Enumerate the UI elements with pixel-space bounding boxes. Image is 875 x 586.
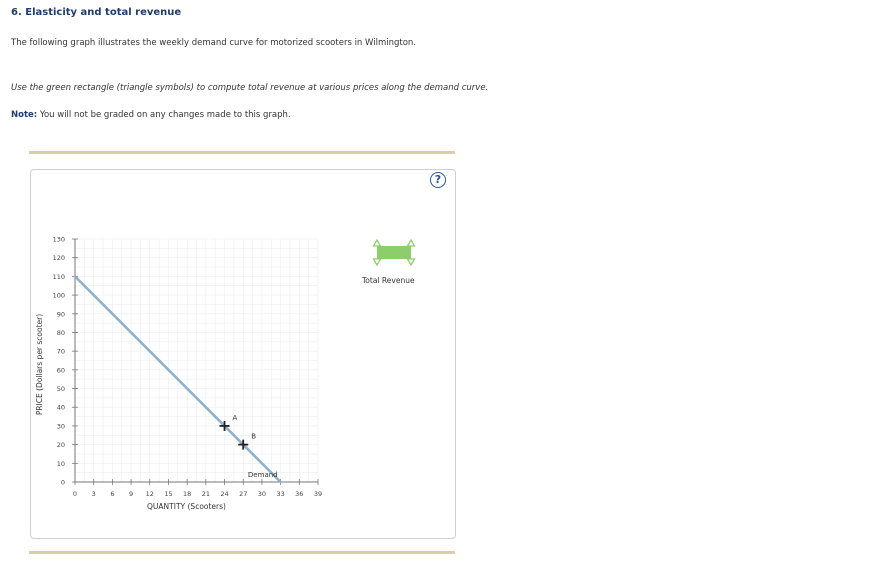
y-tick-label: 10 [56,459,65,468]
bottom-divider [29,551,455,554]
x-tick-label: 27 [239,490,248,498]
instruction-text: Use the green rectangle (triangle symbols) to compute total revenue at various prices along the demand curve. [11,83,489,93]
x-tick-label: 12 [145,490,154,498]
total-revenue-rectangle [377,246,411,259]
chart-grid [75,239,318,482]
x-tick-label: 3 [91,490,96,498]
x-tick-label: 30 [257,490,267,498]
corner-triangle-icon [374,240,381,246]
demand-curve-label: Demand [247,471,278,479]
y-tick-label: 70 [56,347,65,356]
total-revenue-legend-label: Total Revenue [362,276,415,285]
y-tick-label: 60 [56,366,65,375]
corner-triangle-icon [374,259,381,265]
note-label: Note: [11,110,38,120]
chart-points[interactable] [220,414,257,450]
y-tick-label: 130 [52,235,65,244]
x-tick-label: 21 [201,490,210,498]
y-tick-label: 40 [56,403,65,412]
x-tick-label: 18 [183,490,192,498]
y-tick-label: 0 [60,478,65,487]
x-tick-label: 0 [72,490,78,498]
x-tick-label: 6 [110,490,115,498]
x-axis-label: QUANTITY (Scooters) [147,502,226,511]
y-tick-label: 50 [56,385,65,394]
y-tick-label: 20 [56,441,65,450]
help-button[interactable]: ? [430,172,446,188]
note-body: You will not be graded on any changes made to this graph. [37,110,291,120]
x-tick-label: 33 [276,490,285,498]
total-revenue-tool-icon[interactable] [374,240,415,265]
x-tick-label: 39 [313,490,323,498]
point-b-label: B [251,432,257,441]
intro-text: The following graph illustrates the weekly demand curve for motorized scooters in Wilmington. [11,38,417,48]
y-tick-label: 110 [52,272,65,281]
y-tick-label: 120 [52,254,65,263]
x-tick-label: 36 [295,490,304,498]
y-tick-label: 80 [56,328,65,337]
y-tick-label: 100 [52,291,65,300]
corner-triangle-icon [408,259,415,265]
question-title: 6. Elasticity and total revenue [11,7,182,18]
y-axis-label: PRICE (Dollars per scooter) [35,313,44,416]
x-tick-label: 15 [164,490,173,498]
x-tick-label: 24 [220,490,229,498]
point-a-label: A [232,413,238,422]
x-tick-label: 9 [129,490,134,498]
corner-triangle-icon [408,240,415,246]
y-tick-label: 90 [56,310,65,319]
y-tick-label: 30 [56,422,65,431]
